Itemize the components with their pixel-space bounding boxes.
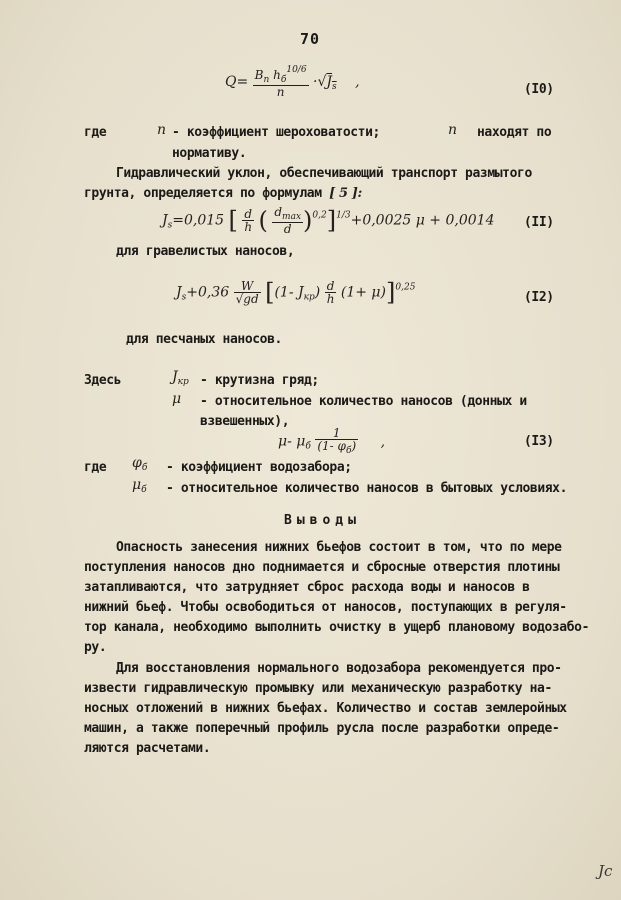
formula-11-f2-den: d [283,222,292,236]
formula-12-left-bracket: [ [265,278,275,307]
conclusion-1-line-3: затапливаются, что затрудняет сброс расхода воды и наносов в [84,580,530,595]
conclusion-2-line-4: машин, а также поперечный профиль русла после разработки опреде- [84,721,560,736]
formula-12-f2-den: h [326,292,335,306]
where-1-text: - коэффициент шероховатости; [172,125,380,140]
formula-11-left-paren: ( [258,206,268,235]
where-2-symbol-2 [132,477,147,495]
where-2-symbol-1 [132,455,147,473]
conclusion-2-line-5: ляются расчетами. [84,741,211,756]
formula-13-den-close: ) [351,439,357,453]
formula-12-f1-den: √gd [235,292,259,306]
section-heading: Выводы [284,513,361,528]
formula-12-mid-close: ) [314,284,321,301]
formula-11-fraction-2 [272,206,303,235]
where-2-s2: μ [132,477,142,493]
formula-13 [278,427,385,456]
where-1-symbol-2: n [448,122,458,138]
formula-12-f2-num: d [325,280,337,293]
conclusion-1-line-4: нижний бьеф. Чтобы освободиться от наносов, поступающих в регуля- [84,600,567,615]
formula-11-number: (II) [524,215,554,230]
formula-11-f1-num: d [242,208,254,221]
formula-11-left-bracket: [ [228,206,238,235]
where-label-1: где [84,125,107,140]
conclusion-2-line-1: Для восстановления нормального водозабора рекомендуется про- [116,661,562,676]
formula-12-mid: (1- J [274,284,304,301]
where-2-s2-sub: б [141,485,147,495]
def-2-symbol: μ [172,391,182,407]
def-1-sub: кр [177,377,189,387]
formula-11-f2-num-sub: max [282,212,302,222]
formula-10-num-b: B [254,68,264,82]
conclusion-2-line-3: носных отложений в нижних бьефах. Количество и состав землеройных [84,701,567,716]
formula-11-lhs: J [162,212,168,229]
formula-11-lhs-sub: s [167,220,173,231]
formula-11-f1-den: h [244,220,253,234]
formula-13-trail: , [380,433,386,450]
conclusion-2-line-2: извести гидравлическую промывку или механическую разработку на- [84,681,552,696]
para-1-line-2-text: грунта, определяется по формулам [84,186,322,201]
formula-11-inner-exponent: 0,2 [312,210,327,221]
formula-12-coef: +0,36 [186,284,230,301]
def-2-continuation: взвешенных), [200,414,290,429]
caption-12: для песчаных наносов. [126,332,282,347]
formula-13-lhs: μ [278,433,288,450]
where-2-text-1: - коэффициент водозабора; [166,460,352,475]
def-1-text: - крутизна гряд; [200,373,319,388]
formula-12-right-bracket: ] [386,278,396,307]
formula-12-exponent: 0,25 [395,282,416,293]
formula-10-exponent: 10/6 [286,65,307,75]
formula-10-den: n [276,85,285,99]
conclusion-1-line-5: тор канала, необходимо выполнить очистку в ущерб плановому водозабо- [84,620,590,635]
formula-11-right-bracket: ] [326,206,337,235]
caption-11: для гравелистых наносов, [116,244,295,259]
para-1-reference: [ 5 ]: [329,186,362,201]
formula-12-lhs: J [176,284,182,301]
formula-12-f1-num: W [234,280,261,293]
formula-13-eq-sub: б [305,441,311,452]
corner-mark: Jc [598,862,613,880]
formula-11-tail: +0,0025 μ + 0,0014 [350,212,495,229]
formula-13-eq: - μ [287,433,306,450]
formula-11-fraction-1 [242,208,254,233]
page-number: 70 [300,30,321,48]
where-2-s1: φ [132,455,142,471]
where-label-2: где [84,460,107,475]
formula-12-fraction-1 [234,280,261,305]
formula-11-coef: =0,015 [172,212,225,229]
def-2-text: - относительное количество наносов (донных и [200,394,527,409]
where-1-symbol: n [157,122,167,138]
formula-10-num-h: h [273,68,281,82]
where-2-text-2: - относительное количество наносов в бытовых условиях. [166,481,568,496]
formula-10-trail: , [355,74,360,90]
formula-12-mid-sub: кр [303,292,315,303]
formula-13-num: 1 [315,427,358,440]
conclusion-1-line-2: поступления наносов дно поднимается и сбросные отверстия плотины [84,560,560,575]
formula-13-den: (1- φ [317,439,346,453]
def-1-sym: J [172,369,178,385]
formula-10-var-sub: s [332,82,337,92]
formula-13-den-sub: б [345,446,352,456]
formula-11-right-paren: ) [303,206,313,235]
formula-13-number: (I3) [524,434,554,449]
formula-13-fraction [315,427,358,456]
where-1-continuation: нормативу. [172,146,247,161]
formula-10-eq: = [236,74,249,90]
formula-12 [176,280,415,305]
para-1-line-1: Гидравлический уклон, обеспечивающий транспорт размытого [116,166,532,181]
formula-10-var: J [326,74,333,90]
formula-10-number: (I0) [524,82,554,97]
formula-10-fraction [253,66,309,98]
def-1-symbol [172,369,189,387]
formula-11-f2-num: d [274,205,283,219]
formula-10-lhs: Q [225,74,237,90]
para-1-line-2 [84,186,362,201]
formula-12-number: (I2) [524,290,554,305]
formula-10-sqrt: √ [317,74,327,90]
formula-10-num-sub2: б [280,75,287,85]
conclusion-1-line-1: Опасность занесения нижних бьефов состоит в том, что по мере [116,540,562,555]
formula-12-fraction-2 [325,280,337,305]
conclusion-1-line-6: ру. [84,640,107,655]
formula-11 [162,206,494,235]
zdes-label: Здесь [84,373,122,388]
formula-10-dot: · [313,74,318,90]
formula-12-lhs-sub: s [181,292,187,303]
formula-11-outer-exponent: 1/3 [336,210,351,221]
where-2-s1-sub: б [141,463,148,473]
formula-10 [225,66,360,98]
formula-12-tail: (1+ μ) [340,284,386,301]
where-1-text-2: находят по [477,125,552,140]
formula-10-num-sub1: n [263,75,270,85]
